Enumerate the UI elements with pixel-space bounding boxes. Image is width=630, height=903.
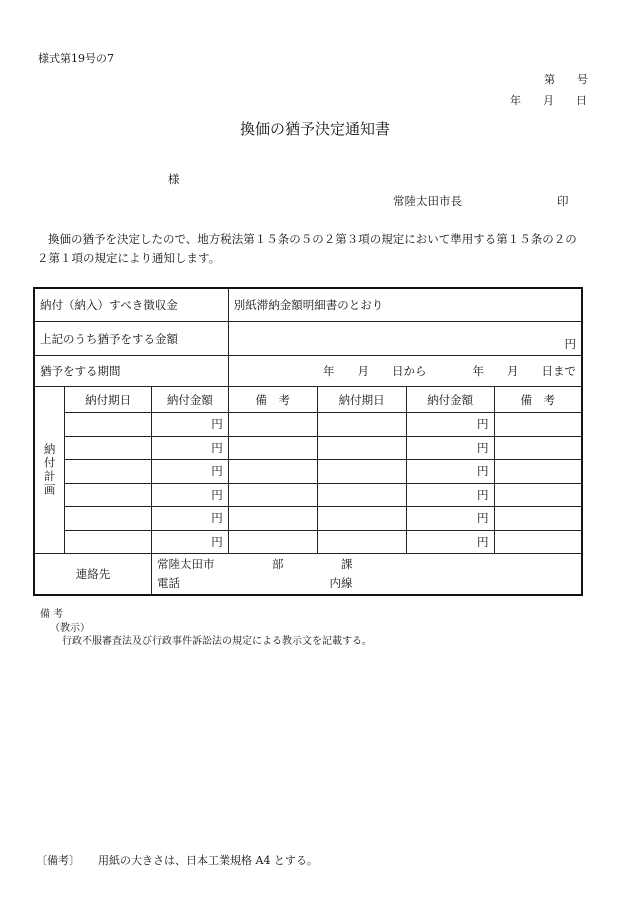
issue-date: 年 月 日 [510, 94, 587, 107]
plan-header-notes-2: 備 考 [494, 387, 582, 413]
body-text-line2: ２第１項の規定により通知します。 [37, 251, 221, 265]
total-due-value: 別紙滞納金額明細書のとおり [228, 288, 582, 322]
plan-date-cell [65, 507, 152, 531]
yen-unit: 円 [211, 464, 223, 479]
yen-unit: 円 [211, 511, 223, 526]
plan-amount-cell [152, 483, 229, 507]
plan-header-row [34, 387, 582, 413]
plan-amount-cell [406, 436, 494, 460]
plan-header-date-2: 納付期日 [317, 387, 406, 413]
plan-notes-cell [228, 483, 317, 507]
plan-notes-cell [228, 413, 317, 437]
seal-mark: 印 [557, 194, 569, 208]
plan-amount-cell [152, 460, 229, 484]
plan-date-cell [317, 530, 406, 554]
plan-row [34, 507, 582, 531]
plan-notes-cell [494, 507, 582, 531]
plan-row [34, 413, 582, 437]
deferred-amount-value [228, 322, 582, 356]
plan-date-cell [317, 460, 406, 484]
payment-plan-label-cell [34, 387, 65, 554]
plan-date-cell [317, 413, 406, 437]
plan-row [34, 483, 582, 507]
plan-notes-cell [494, 460, 582, 484]
plan-notes-cell [228, 530, 317, 554]
notes-text: 行政不服審査法及び行政事件訴訟法の規定による教示文を記載する。 [62, 636, 372, 647]
plan-amount-cell [406, 507, 494, 531]
contact-line-phone: 電話 内線 [157, 576, 353, 590]
plan-header-amount-2: 納付金額 [406, 387, 494, 413]
yen-unit: 円 [211, 534, 223, 549]
row-deferral-period [34, 356, 582, 387]
yen-unit: 円 [477, 417, 489, 432]
plan-notes-cell [494, 483, 582, 507]
plan-notes-cell [494, 436, 582, 460]
deferral-period-label: 猶予をする期間 [34, 356, 228, 387]
deferred-amount-label: 上記のうち猶予をする金額 [34, 322, 228, 356]
plan-amount-cell [152, 507, 229, 531]
plan-date-cell [65, 483, 152, 507]
yen-unit: 円 [211, 417, 223, 432]
yen-unit: 円 [477, 534, 489, 549]
plan-date-cell [65, 460, 152, 484]
addressee-suffix: 様 [168, 172, 180, 186]
plan-row [34, 436, 582, 460]
row-deferred-amount [34, 322, 582, 356]
deferral-table [33, 287, 583, 596]
plan-amount-cell [406, 460, 494, 484]
total-due-label: 納付（納入）すべき徴収金 [34, 288, 228, 322]
plan-row [34, 460, 582, 484]
deferral-period-value: 年 月 日から 年 月 日まで [228, 356, 582, 387]
issuer-name: 常陸太田市長 [393, 194, 462, 208]
plan-amount-cell [406, 530, 494, 554]
plan-date-cell [317, 483, 406, 507]
form-number: 様式第19号の7 [38, 52, 114, 65]
contact-label: 連絡先 [34, 554, 152, 596]
plan-date-cell [317, 436, 406, 460]
plan-notes-cell [494, 413, 582, 437]
contact-details [152, 554, 582, 596]
yen-unit: 円 [477, 487, 489, 502]
plan-notes-cell [228, 436, 317, 460]
yen-unit: 円 [477, 511, 489, 526]
plan-date-cell [65, 413, 152, 437]
footer-label: 〔備考〕 [36, 854, 80, 867]
plan-notes-cell [228, 507, 317, 531]
yen-unit: 円 [477, 440, 489, 455]
yen-unit: 円 [564, 337, 576, 351]
plan-row [34, 530, 582, 554]
plan-notes-cell [228, 460, 317, 484]
payment-plan-label: 納付計画 [42, 443, 57, 497]
yen-unit: 円 [477, 464, 489, 479]
plan-amount-cell [152, 436, 229, 460]
row-total-due [34, 288, 582, 322]
plan-notes-cell [494, 530, 582, 554]
document-title: 換価の猶予決定通知書 [239, 120, 390, 138]
plan-date-cell [317, 507, 406, 531]
plan-header-date-1: 納付期日 [65, 387, 152, 413]
plan-amount-cell [406, 413, 494, 437]
contact-line-office: 常陸太田市 部 課 [157, 557, 353, 571]
plan-amount-cell [152, 530, 229, 554]
plan-header-amount-1: 納付金額 [152, 387, 229, 413]
plan-amount-cell [152, 413, 229, 437]
notes-heading: 備 考 [40, 609, 64, 620]
body-text-line1: 換価の猶予を決定したので、地方税法第１５条の５の２第３項の規定において準用する第１５条の２の [48, 232, 577, 246]
yen-unit: 円 [211, 440, 223, 455]
plan-amount-cell [406, 483, 494, 507]
contact-row [34, 554, 582, 596]
document-number: 第 号 [544, 73, 588, 86]
plan-header-notes-1: 備 考 [228, 387, 317, 413]
plan-date-cell [65, 436, 152, 460]
footer-text: 用紙の大きさは、日本工業規格 A4 とする。 [98, 854, 318, 867]
plan-date-cell [65, 530, 152, 554]
notes-subheading: （教示） [50, 623, 90, 634]
yen-unit: 円 [211, 487, 223, 502]
